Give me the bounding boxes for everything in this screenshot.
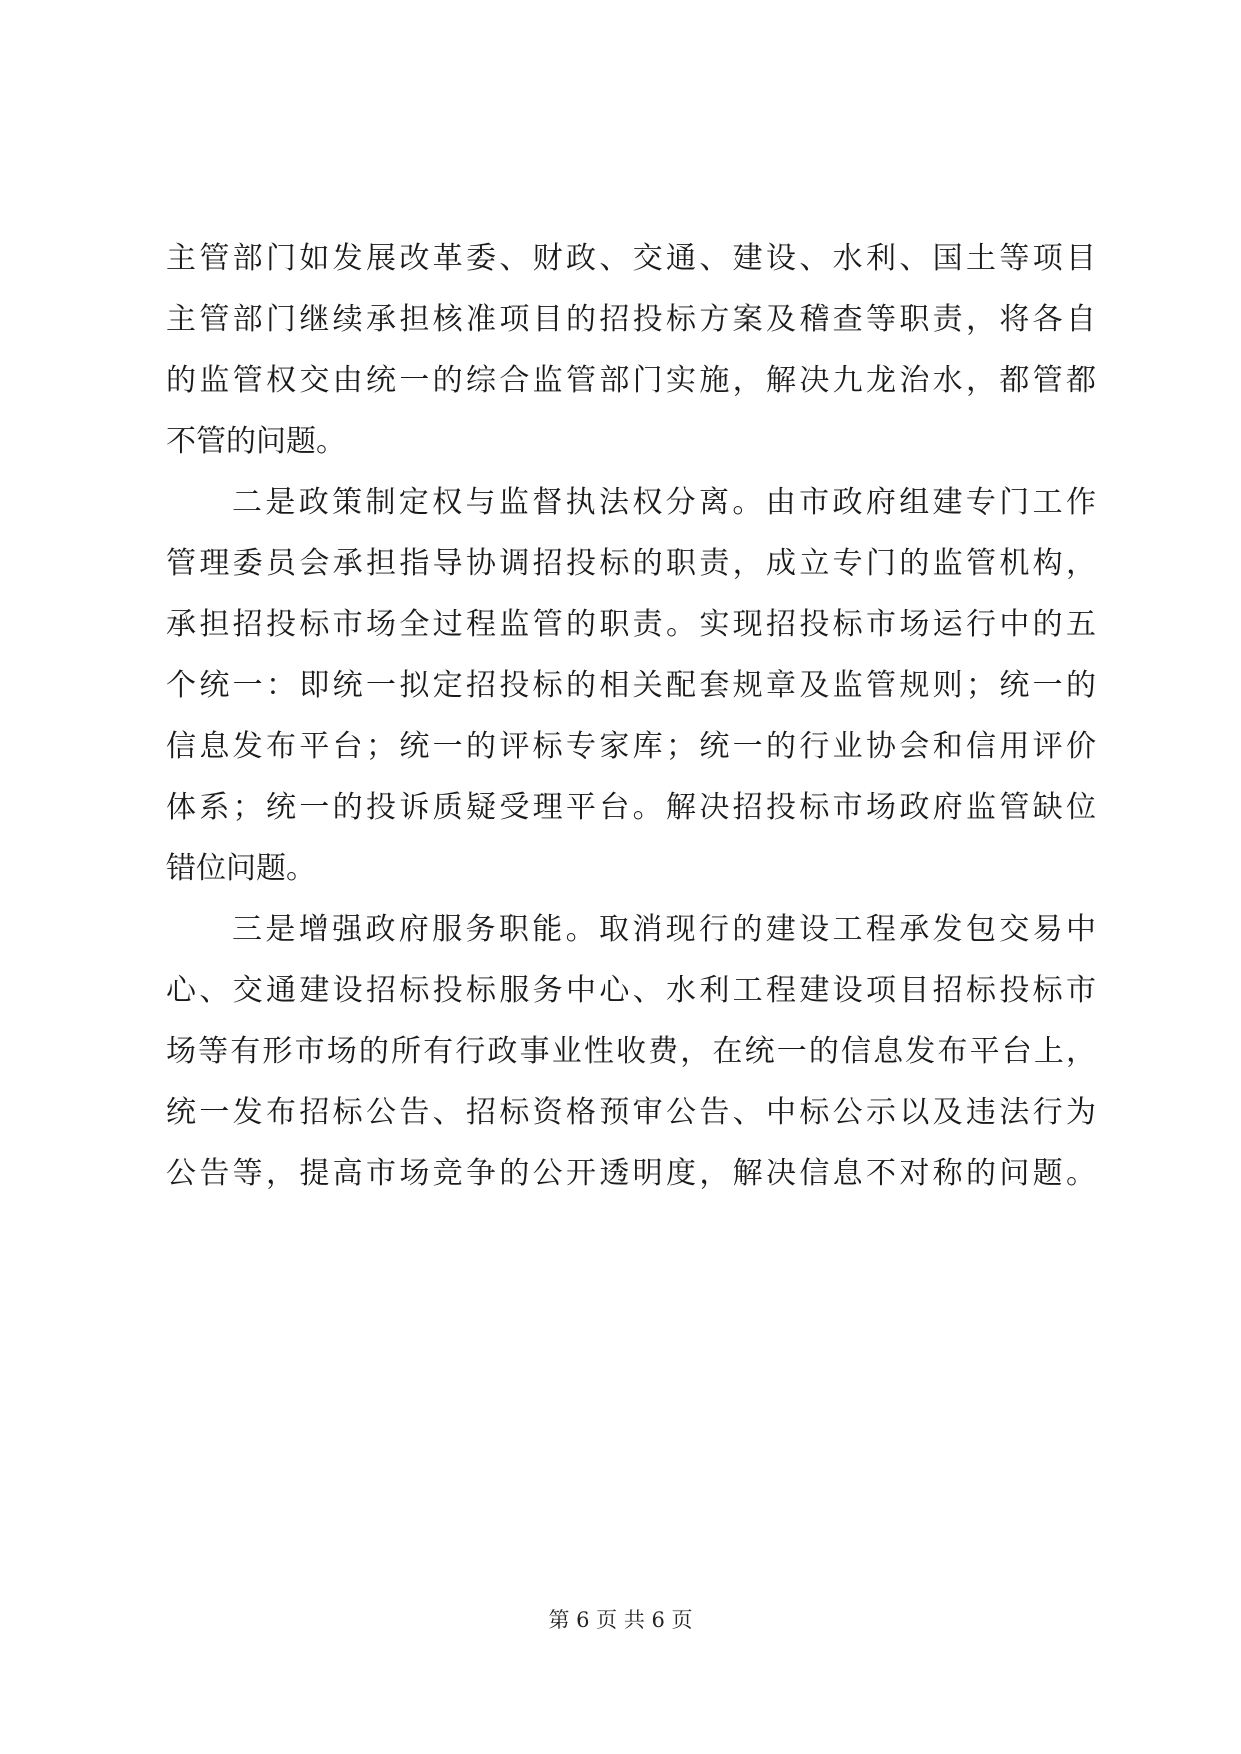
paragraph-2-line-1: 二是政策制定权与监督执法权分离。由市政府组建专门工作 (232, 485, 1096, 520)
paragraph-1-line-2: 主管部门继续承担核准项目的招投标方案及稽查等职责，将各自 (166, 302, 1096, 337)
page-number-footer: 第 6 页 共 6 页 (548, 1608, 693, 1632)
paragraph-3-line-1: 三是增强政府服务职能。取消现行的建设工程承发包交易中 (232, 912, 1096, 947)
paragraph-3-line-2: 心、交通建设招标投标服务中心、水利工程建设项目招标投标市 (166, 973, 1096, 1008)
paragraph-2-line-6: 体系；统一的投诉质疑受理平台。解决招投标市场政府监管缺位 (166, 790, 1096, 825)
paragraph-3-line-3: 场等有形市场的所有行政事业性收费，在统一的信息发布平台上， (166, 1034, 1096, 1069)
paragraph-1-line-3: 的监管权交由统一的综合监管部门实施，解决九龙治水，都管都 (166, 363, 1096, 398)
paragraph-2-line-2: 管理委员会承担指导协调招投标的职责，成立专门的监管机构， (166, 546, 1096, 581)
paragraph-1-line-1: 主管部门如发展改革委、财政、交通、建设、水利、国土等项目 (166, 241, 1096, 276)
paragraph-2-line-4: 个统一：即统一拟定招投标的相关配套规章及监管规则；统一的 (166, 668, 1096, 703)
paragraph-3-line-4: 统一发布招标公告、招标资格预审公告、中标公示以及违法行为 (166, 1095, 1096, 1130)
paragraph-2-line-7: 错位问题。 (166, 851, 316, 886)
document-body (166, 228, 1096, 1204)
paragraph-1-line-4: 不管的问题。 (166, 424, 346, 459)
paragraph-2-line-5: 信息发布平台；统一的评标专家库；统一的行业协会和信用评价 (166, 729, 1096, 764)
paragraph-2-line-3: 承担招投标市场全过程监管的职责。实现招投标市场运行中的五 (166, 607, 1096, 642)
paragraph-3-line-5: 公告等，提高市场竞争的公开透明度，解决信息不对称的问题。 (166, 1156, 1096, 1191)
